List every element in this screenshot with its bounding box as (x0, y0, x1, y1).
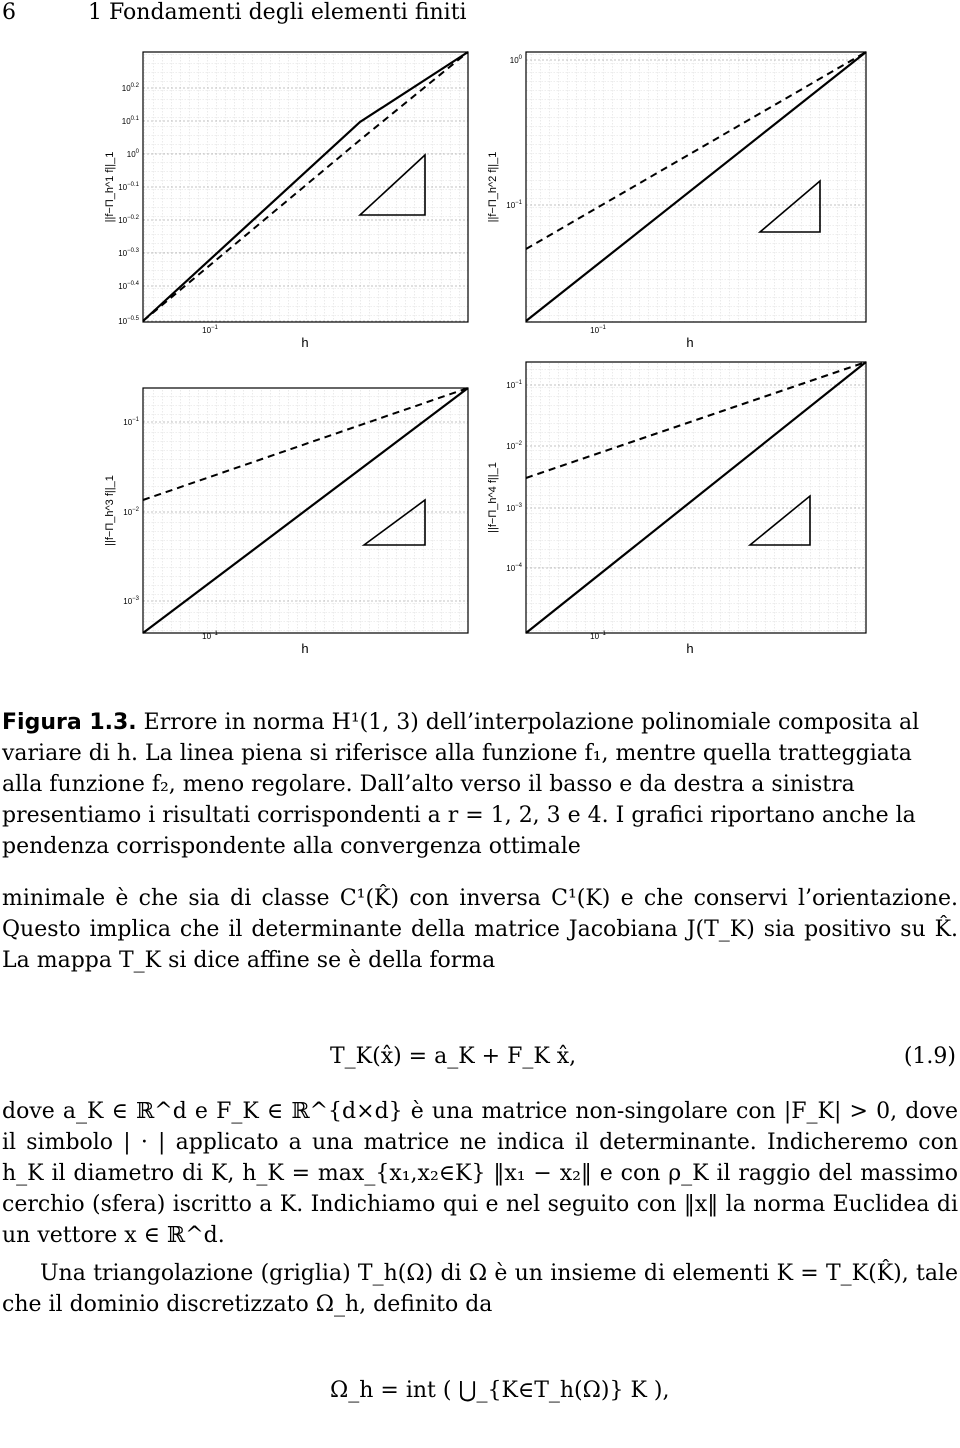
paragraph-2: dove a_K ∈ ℝ^d e F_K ∈ ℝ^{d×d} è una matrice non-singolare con |F_K| > 0, dove il simbolo | · | applicato a una matrice ne indica il determinante. Indicheremo con h_K il diametro di K, h_K = max_{x₁,x₂∈K} ‖x₁ − x₂‖ e con ρ_K il raggio del massimo cerchio (sfera) iscritto a K. Indichiamo qui e nel seguito con ‖x‖ la norma Euclidea di un vettore x ∈ ℝ^d. (2, 1099, 958, 1248)
y-axis-label: ||f−Π_h^1 f||_1 (104, 151, 116, 223)
figure-1-3 (0, 40, 960, 660)
y-tick-label: $10^{-3}$ (506, 503, 522, 513)
y-tick-label: $10^{-0.4}$ (118, 281, 139, 291)
y-tick-label: $10^{-0.1}$ (118, 182, 139, 192)
y-tick-label: $10^{-3}$ (123, 596, 139, 606)
y-tick-label: $10^{-1}$ (506, 200, 522, 210)
y-tick-label: $10^{-2}$ (123, 507, 139, 517)
y-tick-label: $10^{-1}$ (123, 417, 139, 427)
x-axis-label: h (301, 335, 309, 350)
x-axis-label: h (686, 641, 694, 656)
y-axis-label: ||f−Π_h^2 f||_1 (487, 151, 499, 223)
figure-caption (2, 707, 958, 862)
chart-panel-bottom-left (104, 388, 468, 656)
caption-text: Errore in norma H¹(1, 3) dell’interpolazione polinomiale composita al variare di h. La linea piena si riferisce alla funzione f₁, mentre quella tratteggiata alla funzione f₂, meno regolare. Dall’alto verso il basso e da destra a sinistra presentiamo i risultati corrispondenti a r = 1, 2, 3 e 4. I grafici riportano anche la pendenza corrispondente alla convergenza ottimale (2, 710, 920, 859)
x-axis-label: h (301, 641, 309, 656)
x-axis-label: h (686, 335, 694, 350)
chart-panel-bottom-right (487, 362, 866, 656)
y-tick-label: $10^{-2}$ (506, 441, 522, 451)
x-tick-label: $10^{-1}$ (590, 631, 606, 641)
y-tick-label: $10^{-0.5}$ (118, 316, 139, 326)
y-axis-label: ||f−Π_h^3 f||_1 (104, 475, 116, 546)
chart-panel-top-right (487, 52, 866, 350)
x-tick-label: $10^{-1}$ (590, 325, 606, 335)
y-tick-label: $10^{-4}$ (506, 563, 522, 573)
caption-label: Figura 1.3. (2, 710, 137, 735)
y-tick-label: $10^{0.2}$ (121, 83, 139, 93)
paragraph-1: minimale è che sia di classe C¹(K̂) con inversa C¹(K) e che conservi l’orientazione. Questo implica che il determinante della matrice Jacobiana J(T_K) sia positivo su K̂. La mappa T_K si dice affine se è della forma (2, 886, 958, 973)
page-number: 6 (2, 0, 16, 25)
y-tick-label: $10^0$ (126, 149, 139, 159)
y-axis-label: ||f−Π_h^4 f||_1 (487, 462, 499, 533)
equation-1-9: T_K(x̂) = a_K + F_K x̂, (330, 1044, 577, 1069)
paragraph-3: Una triangolazione (griglia) T_h(Ω) di Ω è un insieme di elementi K = T_K(K̂), tale che il dominio discretizzato Ω_h, definito da (2, 1261, 958, 1317)
y-tick-label: $10^{-1}$ (506, 380, 522, 390)
y-tick-label: $10^{-0.2}$ (118, 215, 139, 225)
x-tick-label: $10^{-1}$ (202, 631, 218, 641)
y-tick-label: $10^{-0.3}$ (118, 248, 139, 258)
chart-panel-top-left (104, 52, 468, 350)
equation-omega-h: Ω_h = int ( ⋃_{K∈T_h(Ω)} K ), (330, 1378, 670, 1403)
running-header (2, 0, 467, 25)
equation-number: (1.9) (903, 1044, 956, 1069)
y-tick-label: $10^0$ (509, 55, 522, 65)
x-tick-label: $10^{-1}$ (202, 325, 218, 335)
y-tick-label: $10^{0.1}$ (121, 116, 139, 126)
chapter-title: 1 Fondamenti degli elementi finiti (88, 0, 467, 25)
